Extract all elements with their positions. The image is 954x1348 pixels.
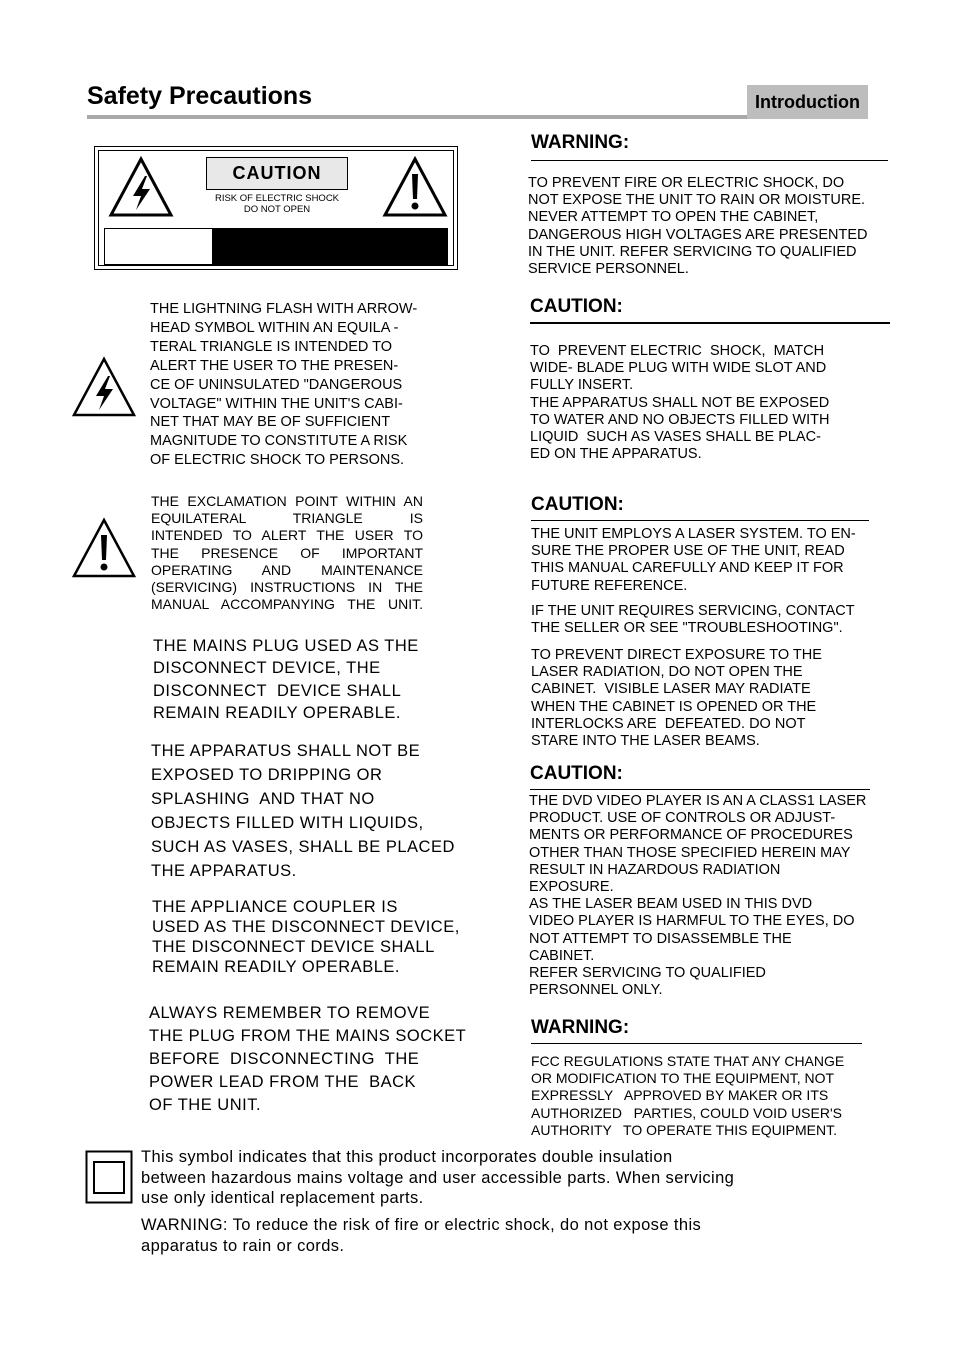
caution2-rule bbox=[531, 520, 869, 521]
exclamation-symbol-text: THE EXCLAMATION POINT WITHIN AN EQUILATERAL TRIANGLE IS INTENDED TO ALERT THE USER TO THE PRESENCE OF IMPORTANT OPERATING AND MAINTENANCE (SERVICING) INSTRUCTIONS IN THE MANUAL ACCOMPANYING THE UNIT. bbox=[151, 493, 423, 613]
footer-warning-text: WARNING: To reduce the risk of fire or electric shock, do not expose this apparatus to rain or cords. bbox=[141, 1216, 702, 1255]
caution1-text: TO PREVENT ELECTRIC SHOCK, MATCH WIDE- BLADE PLUG WITH WIDE SLOT AND FULLY INSERT. THE APPARATUS SHALL NOT BE EXPOSED TO WATER AND NO OBJECTS FILLED WITH LIQUID SUCH AS VASES SHALL BE PLAC- ED ON THE APPARATUS. bbox=[530, 343, 830, 463]
caution3-rule bbox=[530, 789, 870, 790]
section-tab: Introduction bbox=[747, 85, 868, 119]
caution-label-subtitle bbox=[196, 193, 358, 215]
caution2-text3: TO PREVENT DIRECT EXPOSURE TO THE LASER RADIATION, DO NOT OPEN THE CABINET. VISIBLE LASER MAY RADIATE WHEN THE CABINET IS OPENED OR THE INTERLOCKS ARE DEFEATED. DO NOT STARE INTO THE LASER BEAMS. bbox=[531, 647, 822, 750]
mains-plug-text: THE MAINS PLUG USED AS THE DISCONNECT DEVICE, THE DISCONNECT DEVICE SHALL REMAIN READILY OPERABLE. bbox=[153, 637, 419, 722]
warning1-rule bbox=[531, 160, 888, 161]
caution2-text1: THE UNIT EMPLOYS A LASER SYSTEM. TO EN- SURE THE PROPER USE OF THE UNIT, READ THIS MANUAL CAREFULLY AND KEEP IT FOR FUTURE REFERENCE. bbox=[531, 526, 856, 594]
caution-label-black-bar bbox=[212, 228, 448, 265]
remove-plug-text: ALWAYS REMEMBER TO REMOVE THE PLUG FROM THE MAINS SOCKET BEFORE DISCONNECTING THE POWER LEAD FROM THE BACK OF THE UNIT. bbox=[149, 1004, 467, 1114]
caution2-heading: CAUTION: bbox=[531, 494, 624, 515]
double-insulation-icon bbox=[85, 1150, 133, 1204]
lightning-symbol-icon bbox=[71, 356, 137, 418]
caution2-text2: IF THE UNIT REQUIRES SERVICING, CONTACT THE SELLER OR SEE "TROUBLESHOOTING". bbox=[531, 603, 855, 637]
page-title: Safety Precautions bbox=[87, 82, 313, 110]
exclamation-symbol-icon bbox=[71, 517, 137, 579]
lightning-triangle-icon bbox=[108, 156, 174, 218]
lightning-symbol-text: THE LIGHTNING FLASH WITH ARROW- HEAD SYMBOL WITHIN AN EQUILA - TERAL TRIANGLE IS INTENDED TO ALERT THE USER TO THE PRESEN- CE OF UNINSULATED "DANGEROUS VOLTAGE" WITHIN THE UNIT'S CABI- NET THAT MAY BE OF SUFFICIENT MAGNITUDE TO CONSTITUTE A RISK OF ELECTRIC SHOCK TO PERSONS. bbox=[150, 301, 418, 469]
caution-label-line1: RISK OF ELECTRIC SHOCK bbox=[214, 193, 340, 204]
caution-label-line2: DO NOT OPEN bbox=[243, 204, 311, 215]
caution1-heading: CAUTION: bbox=[530, 296, 623, 317]
header-rule bbox=[87, 115, 747, 119]
exclamation-triangle-icon bbox=[382, 156, 448, 218]
warning1-heading: WARNING: bbox=[531, 132, 630, 153]
caution3-heading: CAUTION: bbox=[530, 763, 623, 784]
coupler-text: THE APPLIANCE COUPLER IS USED AS THE DISCONNECT DEVICE, THE DISCONNECT DEVICE SHALL REMAIN READILY OPERABLE. bbox=[152, 898, 460, 976]
warning2-heading: WARNING: bbox=[531, 1017, 630, 1038]
caution-label-white-bar bbox=[104, 228, 214, 265]
caution3-text: THE DVD VIDEO PLAYER IS AN A CLASS1 LASER PRODUCT. USE OF CONTROLS OR ADJUST- MENTS OR PERFORMANCE OF PROCEDURES OTHER THAN THOSE SPECIFIED HEREIN MAY RESULT IN HAZARDOUS RADIATION EXPOSURE. AS THE LASER BEAM USED IN THIS DVD VIDEO PLAYER IS HARMFUL TO THE EYES, DO NOT ATTEMPT TO DISASSEMBLE THE CABINET. REFER SERVICING TO QUALIFIED PERSONNEL ONLY. bbox=[529, 793, 867, 999]
warning2-rule bbox=[531, 1043, 862, 1044]
warning1-text: TO PREVENT FIRE OR ELECTRIC SHOCK, DO NOT EXPOSE THE UNIT TO RAIN OR MOISTURE. NEVER ATTEMPT TO OPEN THE CABINET, DANGEROUS HIGH VOLTAGES ARE PRESENTED IN THE UNIT. REFER SERVICING TO QUALIFIED SERVICE PERSONNEL. bbox=[528, 175, 868, 278]
warning2-text: FCC REGULATIONS STATE THAT ANY CHANGE OR MODIFICATION TO THE EQUIPMENT, NOT EXPRESSLY APPROVED BY MAKER OR ITS AUTHORIZED PARTIES, COULD VOID USER'S AUTHORITY TO OPERATE THIS EQUIPMENT. bbox=[531, 1053, 845, 1138]
double-insulation-text: This symbol indicates that this product incorporates double insulation between hazardous mains voltage and user accessible parts. When servicing use only identical replacement parts. bbox=[141, 1148, 735, 1207]
apparatus-text: THE APPARATUS SHALL NOT BE EXPOSED TO DRIPPING OR SPLASHING AND THAT NO OBJECTS FILLED WITH LIQUIDS, SUCH AS VASES, SHALL BE PLACED THE APPARATUS. bbox=[151, 742, 455, 881]
caution1-rule bbox=[530, 322, 890, 324]
caution-label-title: CAUTION bbox=[206, 157, 348, 190]
